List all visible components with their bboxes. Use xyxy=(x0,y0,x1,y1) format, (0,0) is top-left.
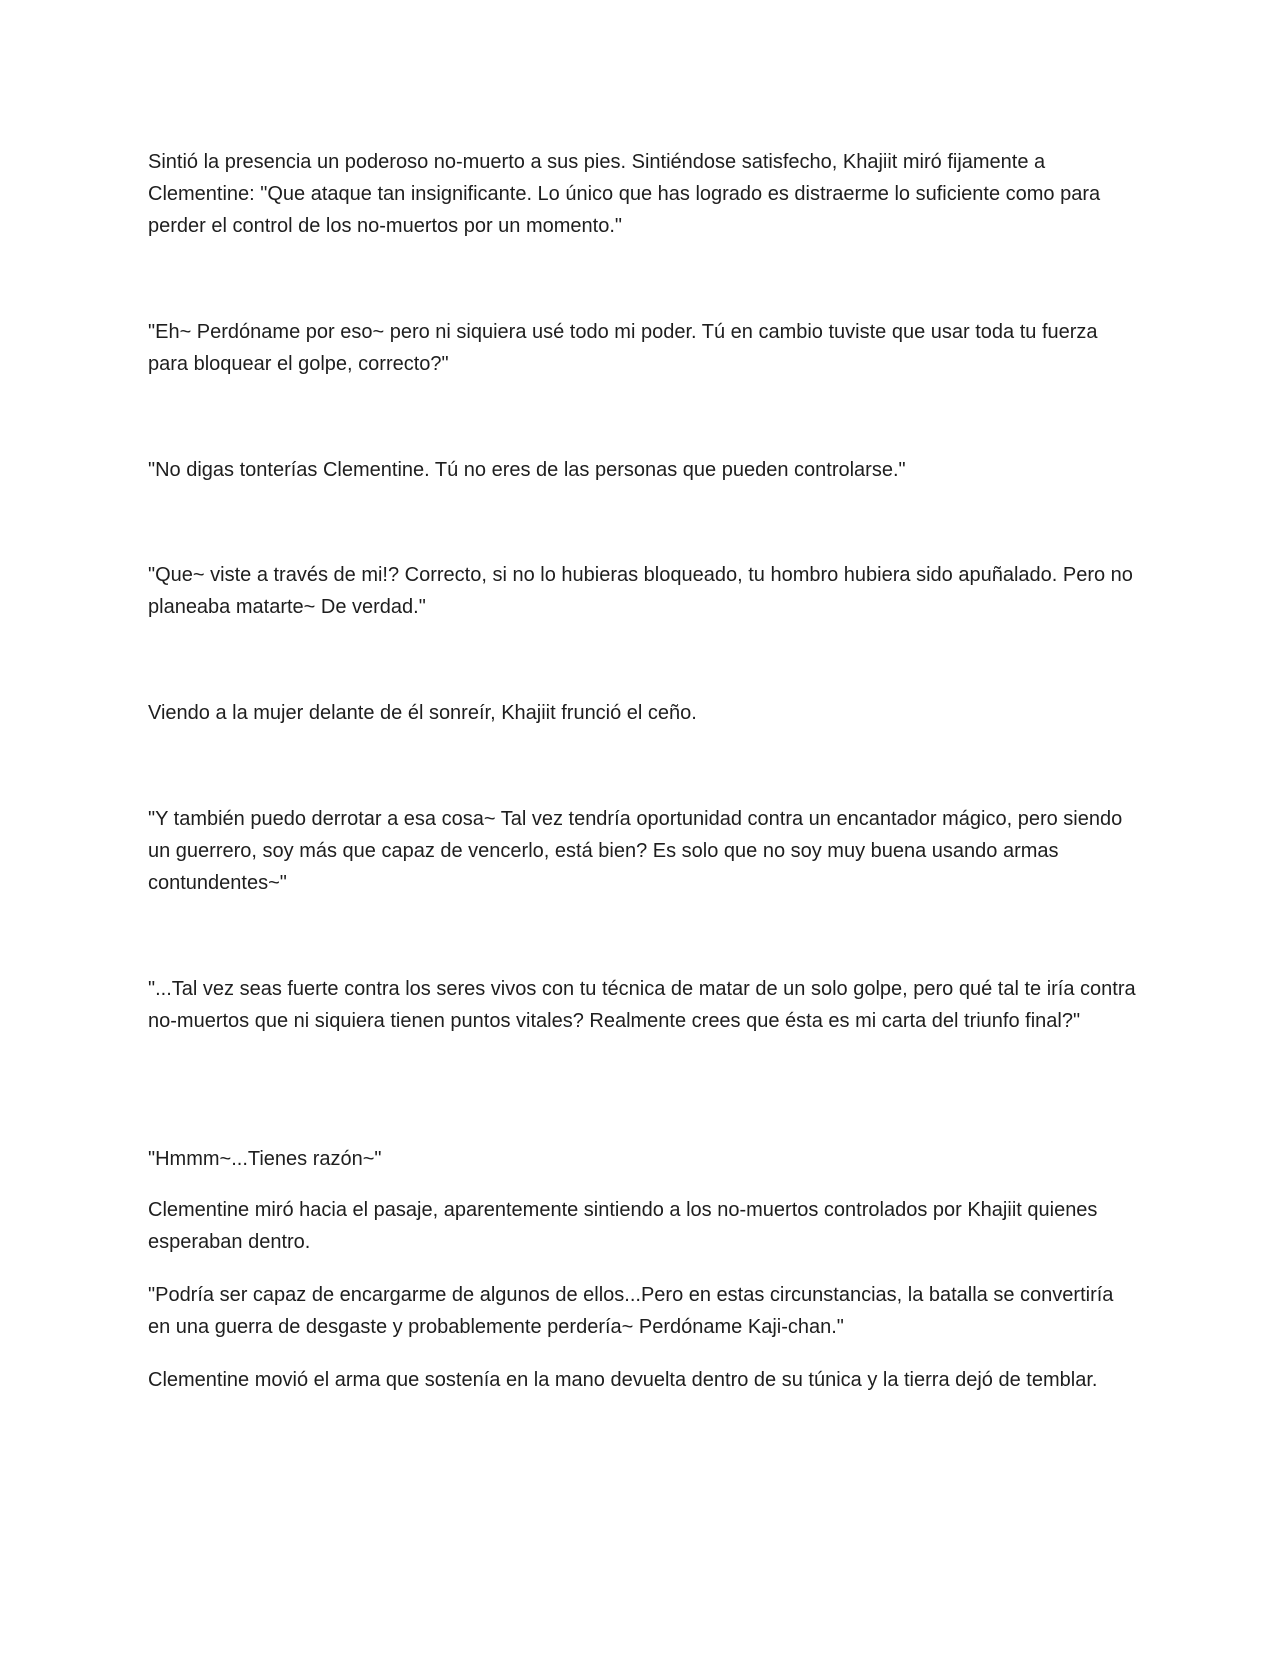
paragraph-6: "Y también puedo derrotar a esa cosa~ Tal vez tendría oportunidad contra un encantador mágico, pero siendo un guerrero, soy más que capaz de vencerlo, está bien? Es solo que no soy muy buena usando armas contundentes~" xyxy=(148,808,1123,894)
paragraph-4: "Que~ viste a través de mi!? Correcto, si no lo hubieras bloqueado, tu hombro hubiera sido apuñalado. Pero no planeaba matarte~ De verdad." xyxy=(148,564,1133,618)
paragraph-8: "Hmmm~...Tienes razón~" xyxy=(148,1148,382,1170)
paragraph-10: "Podría ser capaz de encargarme de algunos de ellos...Pero en estas circunstancias, la batalla se convertiría en una guerra de desgaste y probablemente perdería~ Perdóname Kaji-chan." xyxy=(148,1284,1114,1338)
paragraph-1: Sintió la presencia un poderoso no-muerto a sus pies. Sintiéndose satisfecho, Khajiit miró fijamente a Clementine: "Que ataque tan insignificante. Lo único que has logrado es distraerme lo suficiente como para perder el control de los no-muertos por un momento." xyxy=(148,151,1101,237)
paragraph-5: Viendo a la mujer delante de él sonreír, Khajiit frunció el ceño. xyxy=(148,702,697,724)
paragraph-11: Clementine movió el arma que sostenía en la mano devuelta dentro de su túnica y la tierra dejó de temblar. xyxy=(148,1369,1098,1391)
paragraph-9: Clementine miró hacia el pasaje, aparentemente sintiendo a los no-muertos controlados por Khajiit quienes esperaban dentro. xyxy=(148,1199,1098,1253)
paragraph-7: "...Tal vez seas fuerte contra los seres vivos con tu técnica de matar de un solo golpe, pero qué tal te iría contra no-muertos que ni siquiera tienen puntos vitales? Realmente crees que ésta es mi carta del triunfo final?" xyxy=(148,978,1136,1032)
paragraph-2: "Eh~ Perdóname por eso~ pero ni siquiera usé todo mi poder. Tú en cambio tuviste que usar toda tu fuerza para bloquear el golpe, correcto?" xyxy=(148,321,1098,375)
paragraph-3: "No digas tonterías Clementine. Tú no eres de las personas que pueden controlarse." xyxy=(148,459,906,481)
